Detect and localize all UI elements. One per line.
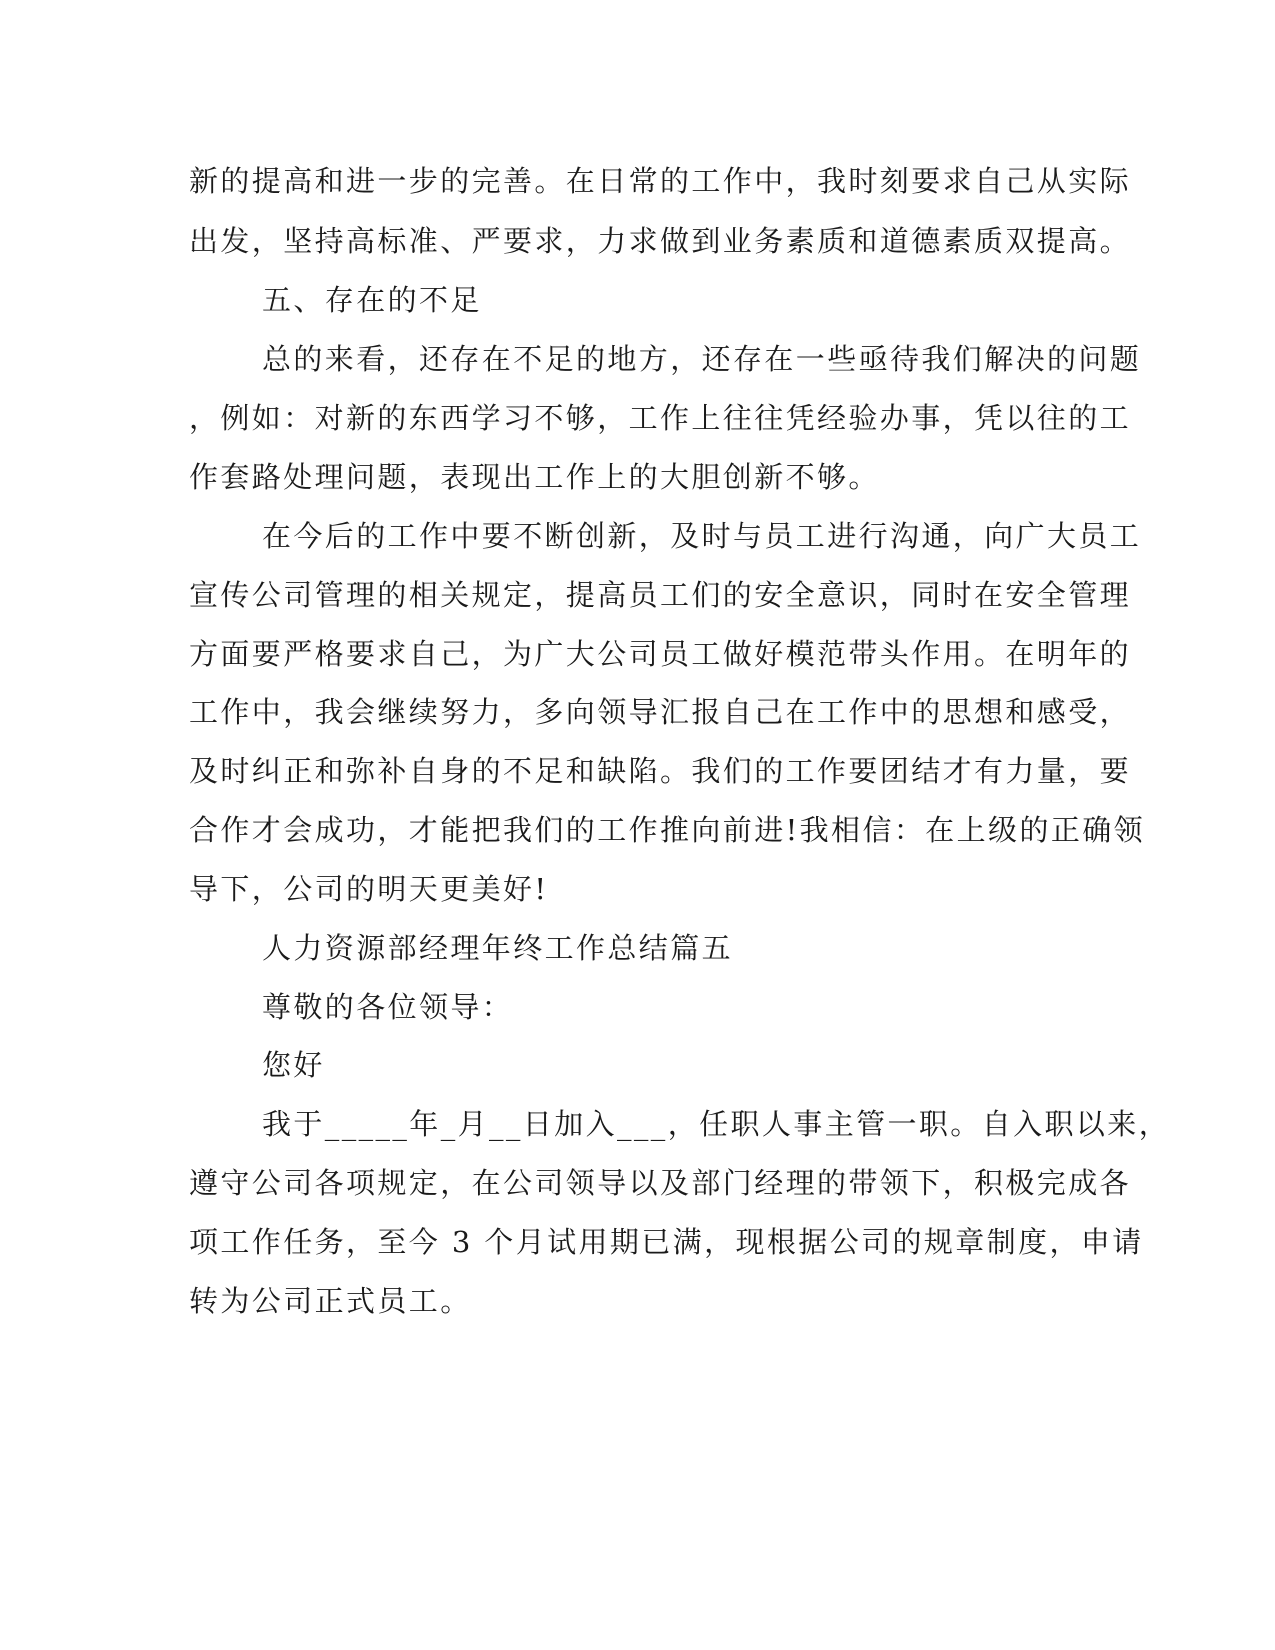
text-line: 工作中，我会继续努力，多向领导汇报自己在工作中的思想和感受， bbox=[189, 695, 1132, 729]
text-line: 新的提高和进一步的完善。在日常的工作中，我时刻要求自己从实际 bbox=[189, 164, 1132, 198]
text-line: ，例如：对新的东西学习不够，工作上往往凭经验办事，凭以往的工 bbox=[189, 401, 1132, 435]
text-line: 项工作任务，至今 3 个月试用期已满，现根据公司的规章制度，申请 bbox=[189, 1225, 1144, 1259]
text-line: 导下，公司的明天更美好! bbox=[189, 872, 549, 906]
text-line: 及时纠正和弥补自身的不足和缺陷。我们的工作要团结才有力量，要 bbox=[189, 754, 1132, 788]
text-line: 遵守公司各项规定，在公司领导以及部门经理的带领下，积极完成各 bbox=[189, 1166, 1132, 1200]
section-heading: 五、存在的不足 bbox=[262, 283, 482, 317]
text-line: 宣传公司管理的相关规定，提高员工们的安全意识，同时在安全管理 bbox=[189, 578, 1132, 612]
text-line: 转为公司正式员工。 bbox=[189, 1284, 472, 1318]
section-title: 人力资源部经理年终工作总结篇五 bbox=[262, 931, 734, 965]
text-line: 在今后的工作中要不断创新，及时与员工进行沟通，向广大员工 bbox=[262, 519, 1142, 553]
text-line: 出发，坚持高标准、严要求，力求做到业务素质和道德素质双提高。 bbox=[189, 224, 1132, 258]
text-line: 我于_____年_月__日加入___，任职人事主管一职。自入职以来， bbox=[262, 1107, 1171, 1141]
salutation: 尊敬的各位领导： bbox=[262, 990, 514, 1024]
greeting: 您好 bbox=[262, 1048, 325, 1082]
text-line: 合作才会成功，才能把我们的工作推向前进!我相信：在上级的正确领 bbox=[189, 813, 1146, 847]
text-line: 总的来看，还存在不足的地方，还存在一些亟待我们解决的问题 bbox=[262, 342, 1142, 376]
text-line: 作套路处理问题，表现出工作上的大胆创新不够。 bbox=[189, 460, 880, 494]
text-line: 方面要严格要求自己，为广大公司员工做好模范带头作用。在明年的 bbox=[189, 637, 1132, 671]
